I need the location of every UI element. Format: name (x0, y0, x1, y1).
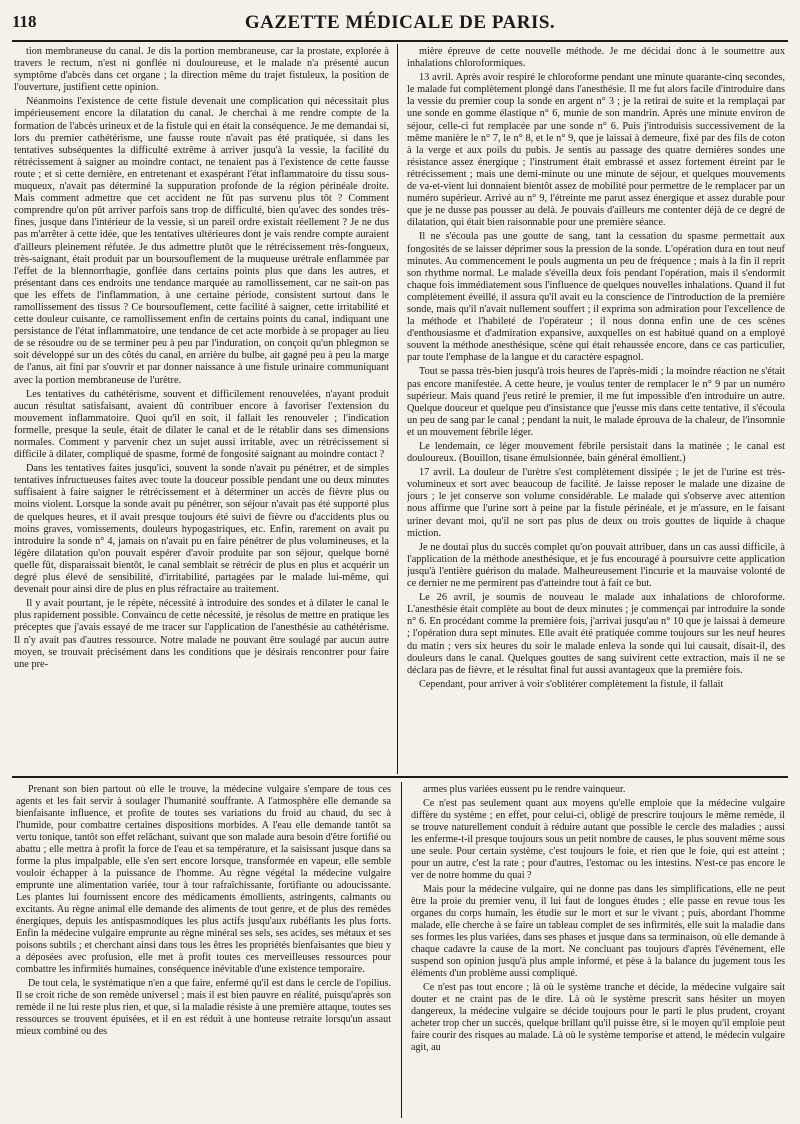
header-rule (12, 40, 788, 42)
paragraph: Dans les tentatives faites jusqu'ici, souvent la sonde n'avait pu pénétrer, et de simples tentatives infructueuses faites avec toute la douceur possible pendant une ou deux minutes suffisaient à faire saigner le rétrécissement et à déterminer un accès de fièvre plus ou moins violent. Lorsque la sonde avait pu pénétrer, son séjour n'avait pas été supporté plus de quelques heures, et il avait presque toujours été suivi de fièvre ou d'accidents plus ou moins graves, vomissements, douleurs hypogastriques, etc. Enfin, rarement on avait pu introduire la sonde n° 4, jamais on n'avait pu en faire pénétrer de plus volumineuses, et la légère dilatation qu'on pouvait espérer d'avoir produite par son séjour, quelque borné quelle fût, disparaissait bientôt, le canal semblait se rétrécir de plus en plus et acquérir un degré plus élevé de sensibilité, d'irritabilité, partagées par le malade lui-même, qui devenait pour ainsi dire de plus en plus réfractaire au traitement. (14, 463, 389, 596)
paragraph: De tout cela, le systématique n'en a que faire, enfermé qu'il est dans le cercle de l'opilius. Il se croit riche de son remède universel ; mais il est bien pauvre en réalité, puisqu'après son remède il ne lui reste plus rien, et que, si la maladie résiste à une première attaque, toutes ses ressources se trouvent épuisées, et il en est réduit à une honteuse retraite lorsqu'un assaut mieux combiné ou des (16, 978, 391, 1037)
paragraph: Prenant son bien partout où elle le trouve, la médecine vulgaire s'empare de tous ces agents et les fait servir à soulager l'humanité souffrante. A l'atmosphère elle demande sa bienfaisante influence, et profite de toutes ses variations du froid au chaud, du sec à l'humide, pour combattre certaines dispositions morbides. A l'eau elle demande tantôt sa vertu tonique, tantôt son effet relâchant, suivant que son malade aura besoin d'être fortifié ou abattu ; elle mettra à profit la force de l'eau et sa température, et la saisissant jusque dans sa forme la plus impalpable, elle s'en sert encore lorsque, transformée en vapeur, elle semble vouloir échapper à la puissance de l'homme. Au règne végétal la médecine vulgaire emprunte une alimentation variée, tour à tour rafraîchissante, fortifiante ou adoucissante. Les plantes lui fournissent encore des médicaments émollients, astringents, calmants ou excitants. Au règne animal elle demande des aliments de tout genre, et de plus des remèdes énergiques, depuis les antispasmodiques les plus actifs jusqu'aux rubéfiants les plus forts. Enfin la médecine vulgaire emprunte au règne minéral ses sels, ses acides, ses métaux et ses poisons subtils ; et cherchant ainsi dans tous les êtres les propriétés bienfaisantes que bieu y a déposées avec profusion, elle met à profit toutes ces merveilleuses ressources pour combattre les infirmités humaines, conséquence inévitable d'une existence temporaire. (16, 784, 391, 975)
paragraph: Cependant, pour arriver à voir s'oblitérer complètement la fistule, il fallait (419, 678, 724, 690)
left-article-column (14, 46, 389, 772)
paragraph: Je ne doutai plus du succès complet qu'on pouvait attribuer, dans un cas aussi difficile, à l'application de la méthode anesthésique, et je fus encouragé à poursuivre cette application jusqu'à l'entière guérison du malade. Malheureusement l'incurie et la mauvaise volonté de ce dernier ne me permirent pas d'atteindre tout à fait ce but. (407, 541, 785, 590)
paragraph: Mais pour la médecine vulgaire, qui ne donne pas dans les simplifications, elle ne peut être la proie du premier venu, il lui faut de longues études ; elle passe en revue tous les organes du corps humain, les étudie sur le mort et sur le vivant ; puis, abordant l'homme malade, elle cherche à se faire un tableau complet de ses infirmités, elle suit la maladie dans ses formes les plus variées, dans ses phases et jusque dans sa terminaison, où elle demande à chaque cadavre la cause de la mort. Ne concluant pas toujours d'après l'événement, elle suspend son opinion jusqu'à plus ample informé, et pèse à la balance du jugement tous les éléments d'un problème aussi compliqué. (411, 884, 785, 979)
newspaper-title: GAZETTE MÉDICALE DE PARIS. (244, 12, 556, 33)
feuilleton-right-column (411, 784, 785, 1118)
paragraph: Le lendemain, ce léger mouvement fébrile persistait dans la matinée ; le canal est douloureux. (Bouillon, tisane émulsionnée, bain général émollient.) (407, 441, 785, 465)
right-article-column (407, 46, 785, 772)
page-number: 118 (12, 12, 37, 31)
column-divider (397, 44, 398, 774)
paragraph: Il y avait pourtant, je le répète, nécessité à introduire des sondes et à dilater le canal le plus rapidement possible. Convaincu de cette nécessité, je résolus de mettre en pratique les préceptes que j'avais essayé de me tracer sur l'application de l'anesthésie au cathétérisme. Il n'y avait pas d'autres ressource. Notre malade ne pouvant être soulagé par aucun autre moyen, se trouvait précisément dans les conditions que je désirais rencontrer pour faire une pre- (14, 598, 389, 670)
paragraph: 17 avril. La douleur de l'urètre s'est complètement dissipée ; le jet de l'urine est très-volumineux et sort avec beaucoup de facilité. Je laisse reposer le malade une dizaine de jours ; le jet conserve son volume considérable. Le malade qui s'observe avec attention nous affirme que l'urine sort à peine par la fistule périnéale, et je m'assure, en le faisant uriner devant moi, qu'il ne sort pas plus de deux ou trois gouttes de liquide à chaque miction. (407, 467, 785, 539)
paragraph: Il ne s'écoula pas une goutte de sang, tant la cessation du spasme permettait aux fongosités de se laisser déprimer sous la pression de la sonde. L'opération dura en tout neuf minutes. Au commencement le pouls augmenta un peu de fréquence ; mais à la fin il reprit son rhythme normal. Le malade s'éveilla deux fois pendant l'opération, mais il s'endormit chaque fois immédiatement sous l'influence de quelques nouvelles inhalations. Quand il fut complètement éveillé, il assura qu'il avait eu la conscience de l'introduction de la première sonde, mais qu'il n'avait nullement souffert ; il exprima son admiration pour l'excellence de la méthode et l'habileté de l'opérateur ; il nous donna enfin une de ces scènes d'enthousiasme et d'admiration expansive, auxquelles on est habitué quand on a employé souvent la méthode anesthésique, scène qui était rehaussée encore, dans ce cas particulier, par toute l'emphase de la langue et du caractère espagnol. (407, 231, 785, 364)
paragraph: armes plus variées eussent pu le rendre vainqueur. (423, 784, 626, 795)
paragraph: tion membraneuse du canal. Je dis la portion membraneuse, car la prostate, explorée à travers le rectum, n'est ni gonflée ni douloureuse, et le malade n'a présenté aucun symptôme d'abcès dans cet organe ; la direction même du trajet fistuleux, la position de l'ouverture, justifient cette opinion. (14, 46, 389, 94)
paragraph: Le 26 avril, je soumis de nouveau le malade aux inhalations de chloroforme. L'anesthésie était complète au bout de deux minutes ; je commençai par introduire la sonde n° 6. En procédant comme la première fois, j'arrivai jusqu'au n° 10 que je laissai à demeure ; l'opération dura sept minutes. Elle avait été pratiquée comme toujours sur les neuf heures du matin ; vers six heures du soir le malade enleva la sonde qui lui causait, disait-il, des douleurs dans le canal. Quelques gouttes de sang suivirent cette extraction, mais il ne se déclara pas de fièvre, et le résultat final fut aussi avantageux que la première fois. (407, 592, 785, 676)
page-header (12, 12, 788, 38)
paragraph: Ce n'est pas tout encore ; là où le système tranche et décide, la médecine vulgaire sait douter et ne craint pas de le dire. Là où le système prescrit sans hésiter un moyen dangereux, la médecine vulgaire se décide toujours pour le parti le plus prudent, croyant acheter trop cher un succès, quelque brillant qu'il puisse être, si le moyen qu'il emploie peut faire courir des risques au malade. Là où le système temporise et attend, le médecin vulgaire agit, au (411, 982, 785, 1053)
paragraph: Ce n'est pas seulement quant aux moyens qu'elle emploie que la médecine vulgaire diffère du système ; en effet, pour celui-ci, obligé de prescrire toujours le même remède, il se trouve naturellement conduit à réduire autant que possible le cercle des maladies ; aussi les enferme-t-il presque toujours sous un petit nombre de causes, le plus souvent même sous une seule. Pour certain système, c'est toujours le foie, et rien que le foie, qui est atteint ; pour un autre, c'est la rate ; pour d'autres, l'estomac ou les intestins. N'est-ce pas encore le ver de notre homme du quai ? (411, 798, 785, 881)
paragraph: Néanmoins l'existence de cette fistule devenait une complication qui nécessitait plus impérieusement encore la dilatation du canal. Je cherchai à me rendre compte de la formation de l'abcès urineux et de la fistule qui en était la conséquence. Je me demandai si, lors du premier cathétérisme, une fausse route n'avait pas été pratiquée, si dans les tentatives subséquentes la difficulté extrême à arriver jusqu'à la vessie, la facilité du rétrécissement à saigner au moindre contact, ne tenaient pas à l'existence de cette fausse route ; et si cette dernière, en entretenant et exaspérant l'état inflammatoire du tissu sous-muqueux, n'avait pas déterminé la suppuration profonde de la région périnéale droite. Mais comment admettre que cet accident ne fût pas survenu plus tôt ? Comment comprendre qu'on pût arriver parfois sans trop de difficulté, bien qu'avec des sondes très-fines, jusque dans l'intérieur de la vessie, si un pareil ordre existait réellement ? Je ne dus pas m'arrêter à cette idée, que les tentatives ultérieures dont je vais rendre compte auraient d'ailleurs pleinement réfutée. Je dus admettre plutôt que le rétrécissement très-fongueux, très-saignant, était produit par un boursouflement de la muqueuse urétrale enflammée par l'effet de la blennorrhagie, gonflée dans certains points plus que dans les autres, et présentant dans ces endroits une tendance marquée au ramollissement, car ne sait-on pas que les effets de l'inflammation, à une certaine période, consistent surtout dans le ramollissement des tissus ? Ce boursouflement, cette facilité à saigner, cette irritabilité et cette douleur cuisante, ce ramollissement enfin de certains points du canal, indiquant une persistance de l'état inflammatoire, une tendance de cet acte morbide à se propager au lieu de se résoudre ou de se terminer peu à peu par l'induration, on conçoit qu'un phlegmon se soit développé sur un des côtés du canal, en arrière du bulbe, ait gagné peu à peu la marge de l'anus, ait fini par s'ouvrir et par donner naissance à une fistule urinaire communiquant avec la portion membraneuse de l'urètre. (14, 96, 389, 386)
paragraph: Les tentatives du cathétérisme, souvent et difficilement renouvelées, n'ayant produit aucun résultat satisfaisant, avaient dû contribuer encore à favoriser l'extension du mouvement inflammatoire. Quoi qu'il en soit, il fallait les renouveler ; l'indication formelle, presque la seule, était de dilater le canal et de le rétablir dans ses dimensions normales. Comment y parvenir chez un sujet aussi irritable, avec un rétrécissement si difficile à dilater, compliqué de spasme, formé de fongosité saignant au moindre contact ? (14, 388, 389, 461)
paragraph: mière épreuve de cette nouvelle méthode. Je me décidai donc à le soumettre aux inhalations chloroformiques. (407, 46, 785, 70)
paragraph: Tout se passa très-bien jusqu'à trois heures de l'après-midi ; la moindre réaction ne s'était pas encore manifestée. A cette heure, je voulus tenter de remplacer le n° 9 par un numéro supérieur. Mais quand j'eus retiré le premier, il me fut impossible d'en introduire un autre. Quelque douceur et quelque peu d'insistance que j'eusse mis dans cette tentative, il s'écoula un peu de sang par le canal ; pendant la nuit, le malade éprouva de la chaleur, de l'insomnie et un mouvement fébrile léger. (407, 366, 785, 438)
feuilleton-column-divider (401, 782, 402, 1118)
feuilleton-left-column (16, 784, 391, 1118)
feuilleton-rule (12, 776, 788, 778)
paragraph: 13 avril. Après avoir respiré le chloroforme pendant une minute quarante-cinq secondes, le malade fut complètement plongé dans l'anesthésie. Il me fut alors facile d'introduire dans la vessie du premier coup la sonde en argent n° 3 ; je la retirai de suite et la remplaçai par une sonde en gomme élastique n° 6, munie de son mandrin. Après une minute environ de séjour, celle-ci fut remplacée par une sonde n° 6. Puis j'introduisis successivement de la même manière le n° 7, le n° 8, et le n° 9, que je laissai à demeure, fixé par des fils de coton à la verge et aux poils du pubis. Je sentis au passage des quatre dernières sondes une résistance assez énergique ; l'instrument était embrassé et assez fortement étreint par le rétrécissement ; mais une demi-minute ou une minute de séjour, et quelques mouvements de va-et-vient lui donnaient bientôt assez de mobilité pour permettre de le remplacer par un numéro supérieur. Arrivé au n° 9, l'étreinte me parut assez énergique et assez durable pour que je ne dusse pas pousser au delà. Je pouvais d'ailleurs me contenter déjà de ce degré de dilatation, qui était bien raisonnable pour une première séance. (407, 72, 785, 229)
